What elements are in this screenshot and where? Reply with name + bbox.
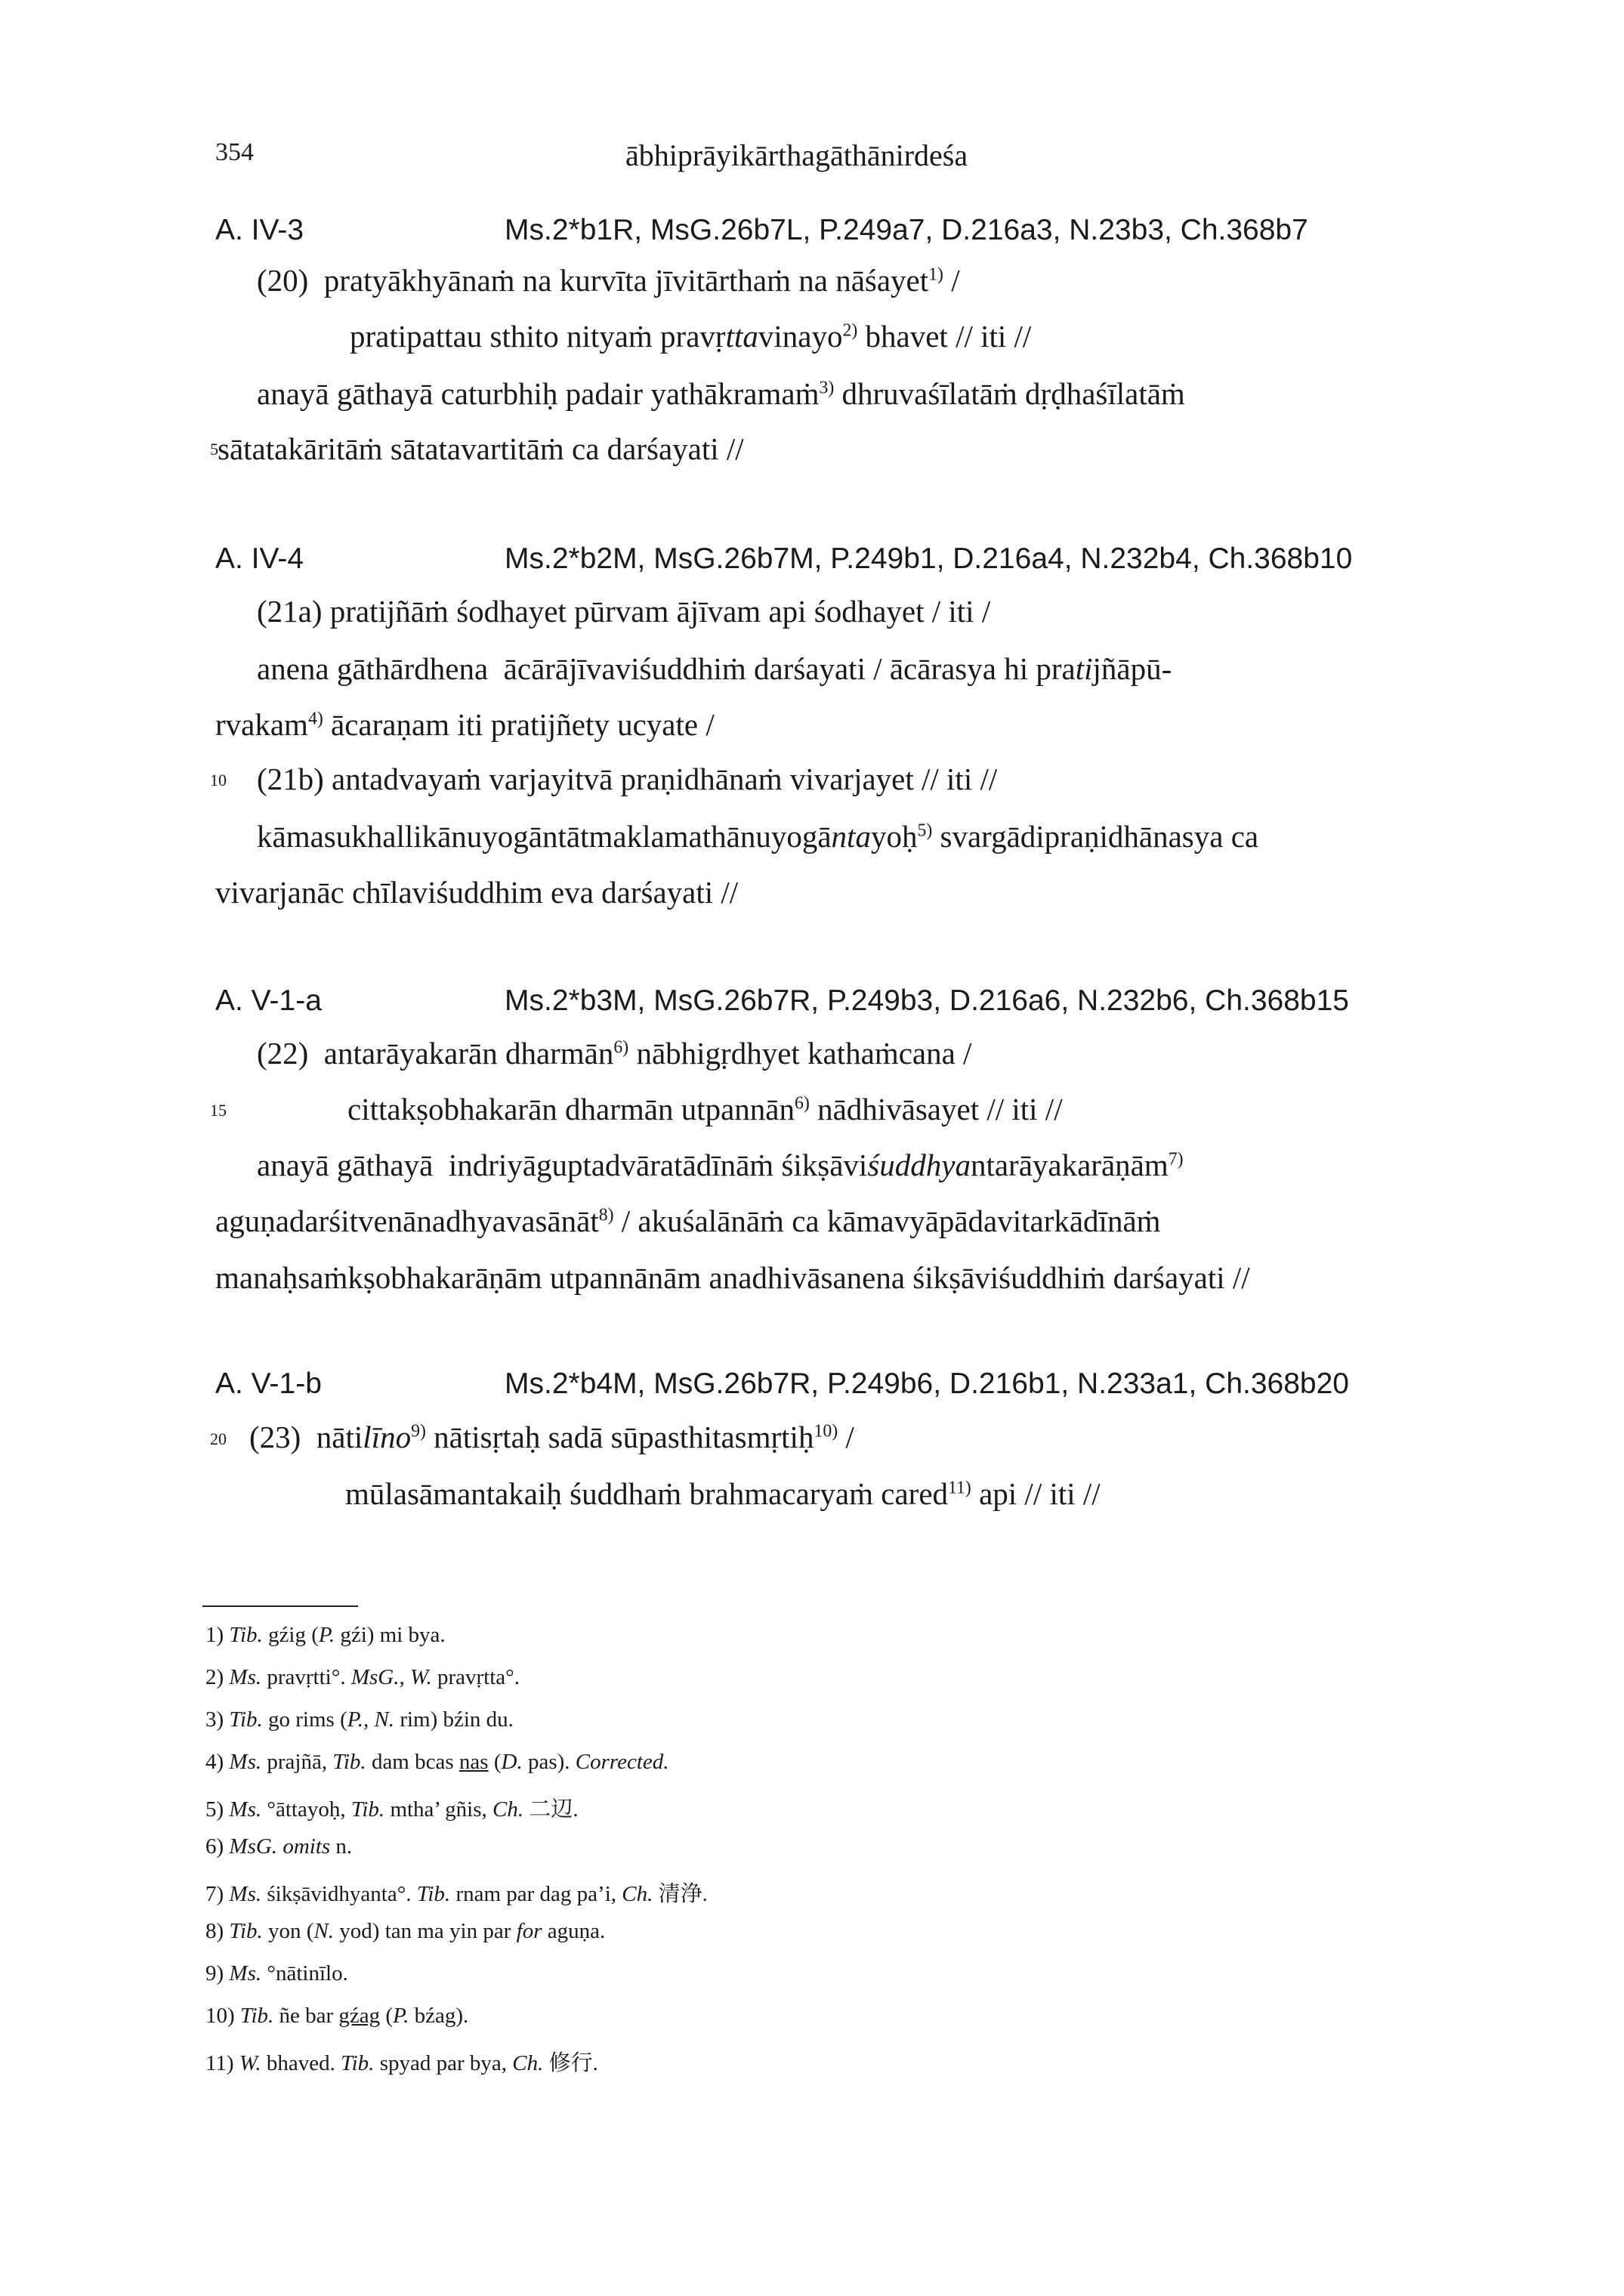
running-title: ābhiprāyikārthagāthānirdeśa (625, 138, 968, 172)
footnote: 5) Ms. °āttayoḥ, Tib. mtha’ gñis, Ch. 二辺. (205, 1797, 579, 1822)
prose-line: vivarjanāc chīlaviśuddhim eva darśayati // (215, 875, 739, 910)
line-number: 5 (210, 440, 218, 459)
verse-line: (21b) antadvayaṁ varjayitvā praṇidhānaṁ vivarjayet // iti // (257, 762, 998, 796)
verse-line: (22) antarāyakarān dharmān$^{6)}$ nābhigṛdhyet kathaṁcana / (257, 1036, 972, 1071)
prose-line: rvakam$^{4)}$ ācaraṇam iti pratijñety ucyate / (215, 707, 715, 742)
section-sources: Ms.2*b4M, MsG.26b7R, P.249b6, D.216b1, N.233a1, Ch.368b20 (505, 1367, 1349, 1400)
section-label: A. IV-3 (215, 214, 304, 246)
verse-line: (21a) pratijñāṁ śodhayet pūrvam ājīvam api śodhayet / iti / (257, 594, 991, 629)
verse-line: (23) nātilīno$^{9)}$ nātisṛtaḥ sadā sūpasthitasmṛtiḥ$^{10)}$ / (249, 1420, 854, 1454)
footnote: 3) Tib. go rims (P., N. rim) bźin du. (205, 1707, 514, 1732)
footnote: 6) MsG. omits n. (205, 1834, 353, 1859)
verse-line: cittakṣobhakarān dharmān utpannān$^{6)}$ nādhivāsayet // iti // (347, 1092, 1063, 1126)
line-number: 20 (210, 1429, 227, 1448)
line-number: 10 (210, 771, 227, 790)
prose-line: anayā gāthayā caturbhiḥ padair yathākramaṁ$^{3)}$ dhruvaśīlatāṁ dṛḍhaśīlatāṁ (257, 376, 1185, 411)
verse-line: pratipattau sthito nityaṁ pravṛttavinayo$^{2)}$ bhavet // iti // (350, 319, 1032, 354)
prose-line: anayā gāthayā indriyāguptadvāratādīnāṁ śikṣāviśuddhyantarāyakarāṇām$^{7)}$ (257, 1148, 1184, 1182)
footnote-separator (202, 1605, 358, 1607)
footnote: 8) Tib. yon (N. yod) tan ma yin par for aguṇa. (205, 1919, 606, 1943)
footnote: 1) Tib. gźig (P. gźi) mi bya. (205, 1623, 446, 1647)
line-number: 15 (210, 1101, 227, 1120)
footnote: 4) Ms. prajñā, Tib. dam bcas nas (D. pas). Corrected. (205, 1750, 669, 1774)
verse-line: mūlasāmantakaiḥ śuddhaṁ brahmacaryaṁ cared$^{11)}$ api // iti // (345, 1476, 1101, 1511)
footnote: 10) Tib. ñe bar gźag (P. bźag). (205, 2004, 469, 2028)
prose-line: manaḥsaṁkṣobhakarāṇām utpannānām anadhivāsanena śikṣāviśuddhiṁ darśayati // (215, 1260, 1250, 1295)
section-label: A. V-1-b (215, 1367, 322, 1400)
section-label: A. IV-4 (215, 542, 304, 575)
footnote: 7) Ms. śikṣāvidhyanta°. Tib. rnam par dag pa’i, Ch. 清浄. (205, 1882, 708, 1906)
prose-line: aguṇadarśitvenānadhyavasānāt$^{8)}$ / akuśalānāṁ ca kāmavyāpādavitarkādīnāṁ (215, 1204, 1161, 1238)
prose-line: kāmasukhallikānuyogāntātmaklamathānuyogāntayoḥ$^{5)}$ svargādipraṇidhānasya ca (257, 819, 1259, 854)
footnote: 9) Ms. °nātinīlo. (205, 1961, 348, 1985)
footnote: 11) W. bhaved. Tib. spyad par bya, Ch. 修行. (205, 2051, 598, 2075)
section-sources: Ms.2*b1R, MsG.26b7L, P.249a7, D.216a3, N.23b3, Ch.368b7 (505, 214, 1308, 246)
section-label: A. V-1-a (215, 984, 322, 1017)
verse-line: (20) pratyākhyānaṁ na kurvīta jīvitārthaṁ na nāśayet$^{1)}$ / (257, 263, 960, 298)
section-sources: Ms.2*b2M, MsG.26b7M, P.249b1, D.216a4, N.232b4, Ch.368b10 (505, 542, 1353, 575)
prose-line: anena gāthārdhena ācārājīvaviśuddhiṁ darśayati / ācārasya hi pratijñāpū- (257, 651, 1172, 686)
page-number: 354 (215, 138, 254, 166)
prose-line: sātatakāritāṁ sātatavartitāṁ ca darśayati // (218, 431, 744, 466)
footnote: 2) Ms. pravṛtti°. MsG., W. pravṛtta°. (205, 1665, 520, 1689)
section-sources: Ms.2*b3M, MsG.26b7R, P.249b3, D.216a6, N.232b6, Ch.368b15 (505, 984, 1349, 1017)
